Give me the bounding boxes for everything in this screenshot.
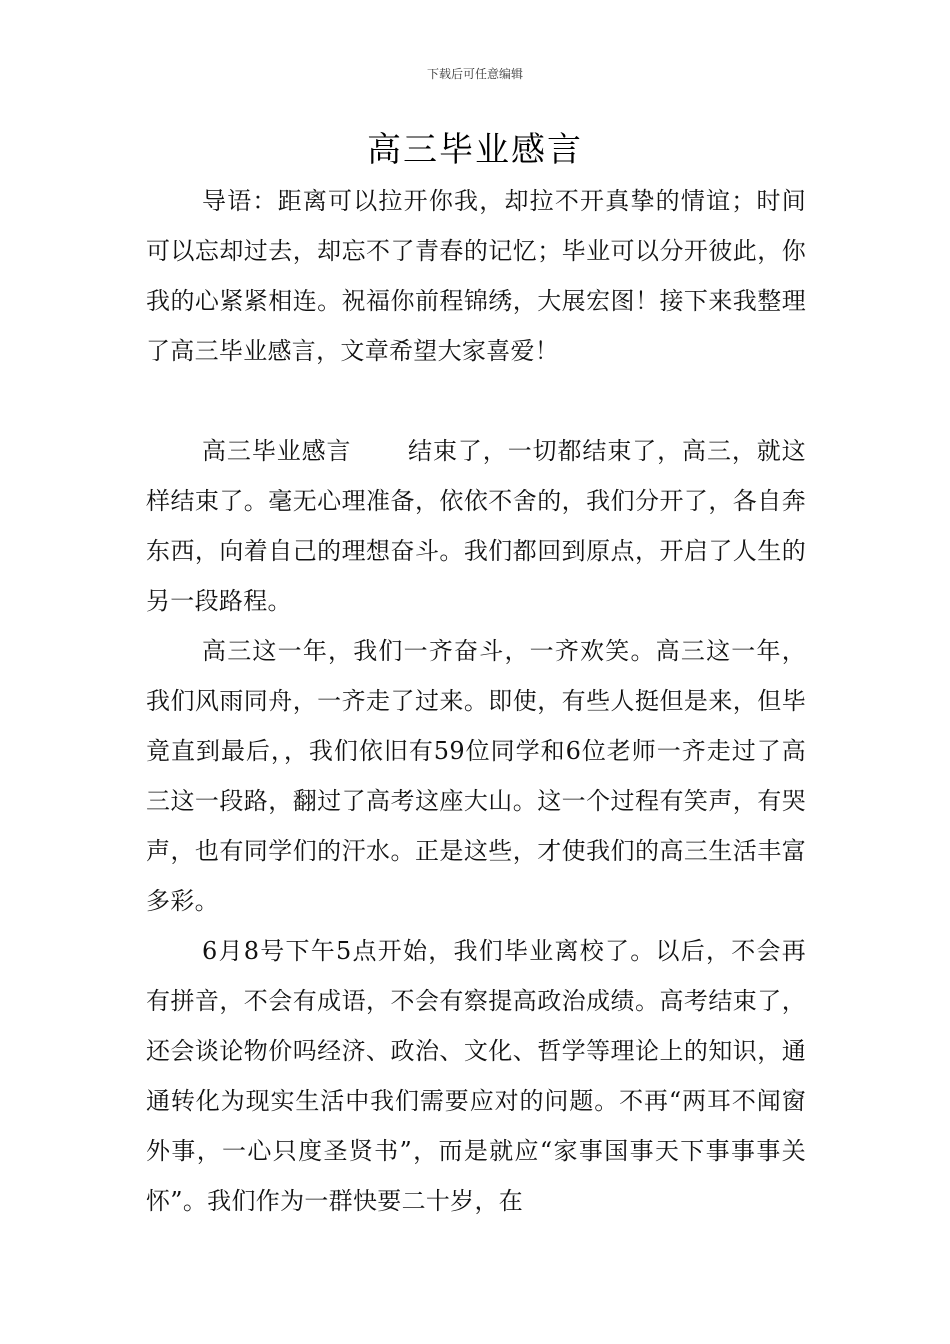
document-body — [146, 176, 806, 1226]
paragraph-spacer — [146, 376, 806, 426]
paragraph-3: 6月8号下午5点开始，我们毕业离校了。以后，不会再有拼音，不会有成语，不会有察提高政治成绩。高考结束了，还会谈论物价吗经济、政治、文化、哲学等理论上的知识，通通转化为现实生活中我们需要应对的问题。不再“两耳不闻窗外事，一心只度圣贤书”，而是就应“家事国事天下事事事关怀”。我们作为一群快要二十岁，在 — [146, 937, 806, 1215]
section-heading: 高三毕业感言 — [202, 437, 352, 465]
paragraph-1-text: 结束了，一切都结束了，高三，就这样结束了。毫无心理准备，依依不舍的，我们分开了，各自奔东西，向着自己的理想奋斗。我们都回到原点，开启了人生的另一段路程。 — [146, 437, 806, 615]
document-title: 高三毕业感言 — [367, 130, 583, 170]
paragraph-2: 高三这一年，我们一齐奋斗，一齐欢笑。高三这一年，我们风雨同舟，一齐走了过来。即使，有些人挺但是来，但毕竟直到最后，，我们依旧有59位同学和6位老师一齐走过了高三这一段路，翻过了高考这座大山。这一个过程有笑声，有哭声，也有同学们的汗水。正是这些，才使我们的高三生活丰富多彩。 — [146, 637, 806, 915]
intro-paragraph: 导语：距离可以拉开你我，却拉不开真挚的情谊；时间可以忘却过去，却忘不了青春的记忆；毕业可以分开彼此，你我的心紧紧相连。祝福你前程锦绣，大展宏图！接下来我整理了高三毕业感言，文章希望大家喜爱！ — [146, 187, 806, 365]
paragraph-1 — [146, 426, 806, 626]
page-header-note: 下载后可任意编辑 — [426, 67, 523, 81]
